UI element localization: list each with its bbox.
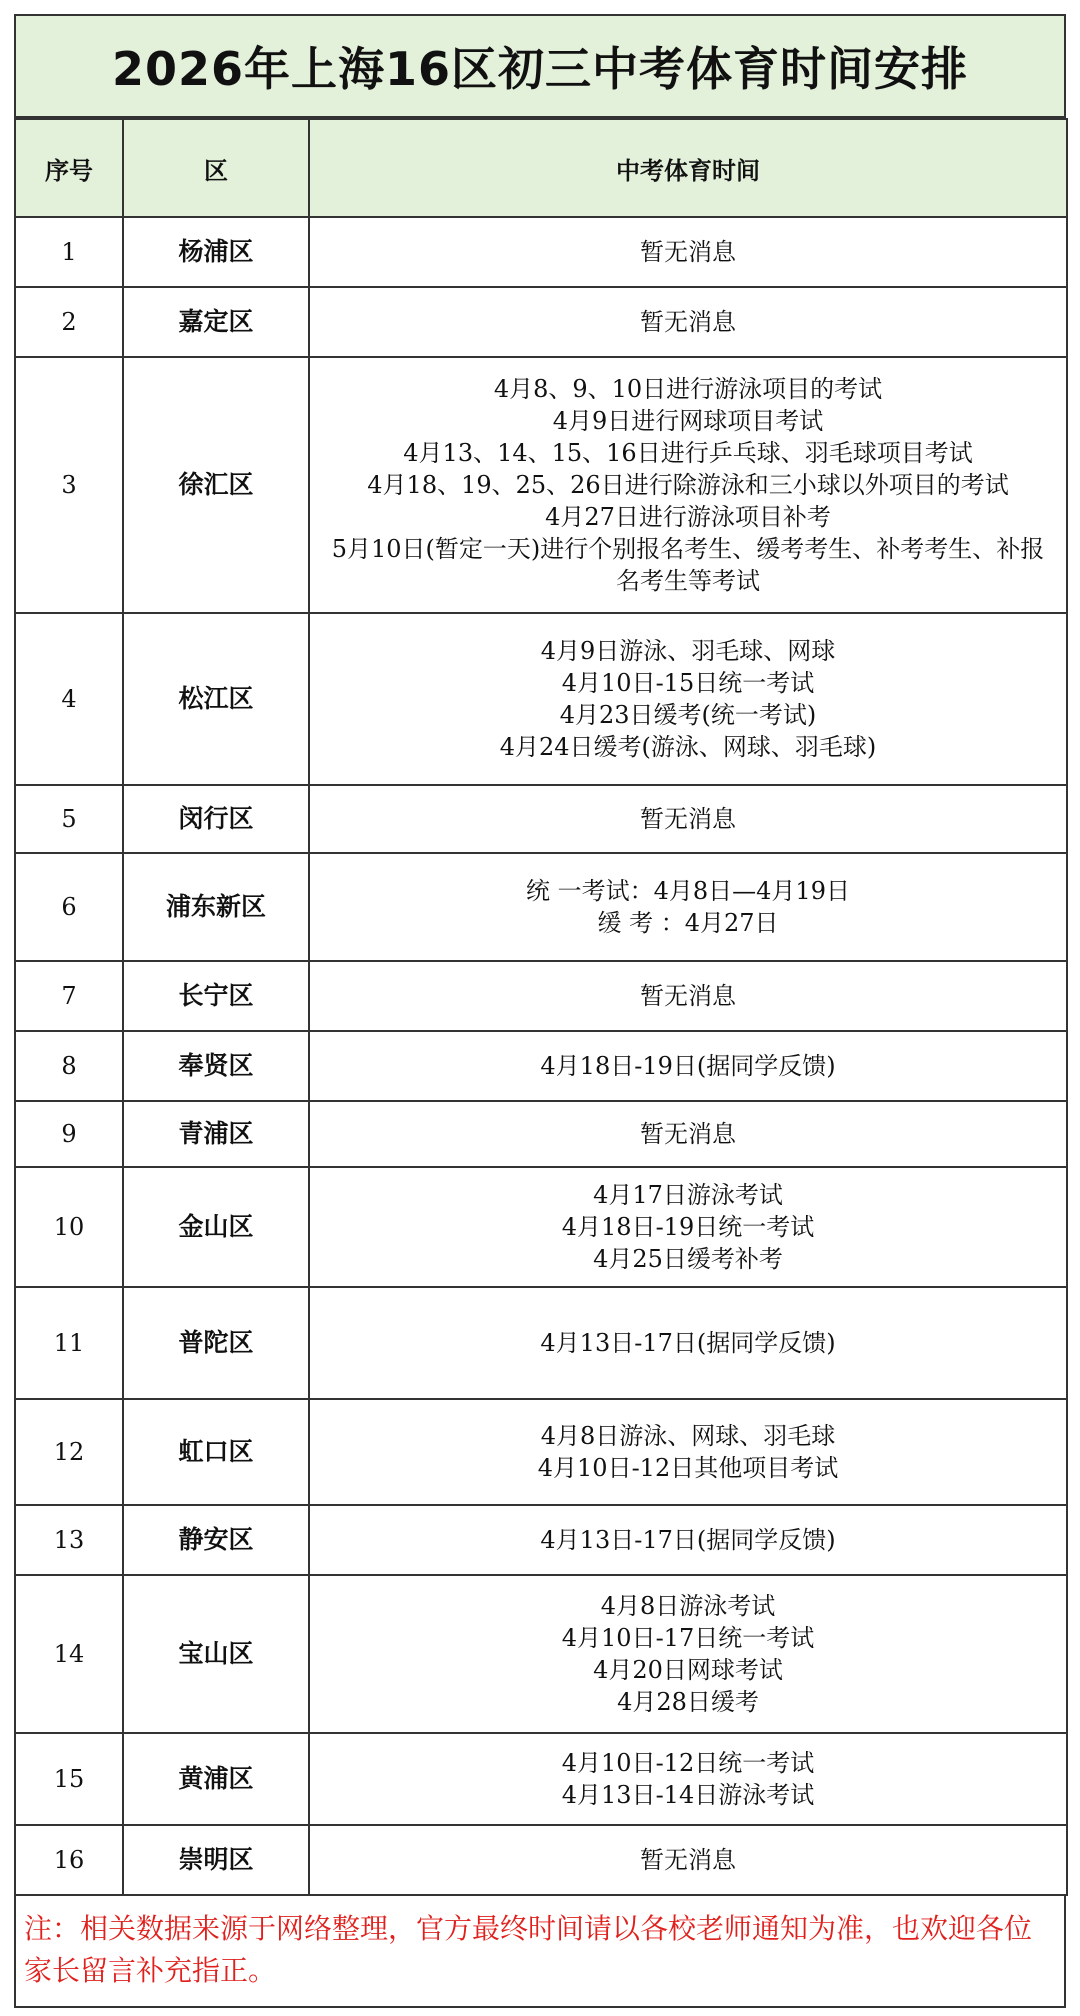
- table-row: [15, 1287, 1067, 1399]
- row-number: 14: [15, 1575, 123, 1733]
- row-district: 青浦区: [123, 1101, 309, 1167]
- row-exam-time: [309, 287, 1067, 357]
- exam-time-line: 4月17日游泳考试: [593, 1181, 783, 1209]
- row-number: 3: [15, 357, 123, 613]
- exam-time-line: 暂无消息: [640, 308, 736, 336]
- row-exam-time: [309, 613, 1067, 785]
- row-district: 杨浦区: [123, 217, 309, 287]
- table-row: [15, 961, 1067, 1031]
- row-number: 7: [15, 961, 123, 1031]
- table-row: [15, 1031, 1067, 1101]
- table-row: [15, 287, 1067, 357]
- row-number: 5: [15, 785, 123, 853]
- exam-time-line: 暂无消息: [640, 1846, 736, 1874]
- row-number: 9: [15, 1101, 123, 1167]
- exam-time-line: 暂无消息: [640, 982, 736, 1010]
- header-district: 区: [123, 119, 309, 217]
- table-row: [15, 1825, 1067, 1895]
- schedule-document: [14, 14, 1066, 2008]
- table-row: [15, 1167, 1067, 1287]
- row-exam-time: [309, 217, 1067, 287]
- row-number: 15: [15, 1733, 123, 1825]
- exam-time-line: 4月13日-17日(据同学反馈): [540, 1526, 836, 1554]
- row-exam-time: [309, 1101, 1067, 1167]
- table-row: [15, 1505, 1067, 1575]
- row-exam-time: [309, 1733, 1067, 1825]
- table-body: [15, 217, 1067, 1895]
- table-header-row: [15, 119, 1067, 217]
- row-district: 宝山区: [123, 1575, 309, 1733]
- page-title: 2026年上海16区初三中考体育时间安排: [14, 14, 1066, 118]
- row-exam-time: [309, 1399, 1067, 1505]
- row-number: 4: [15, 613, 123, 785]
- table-row: [15, 1575, 1067, 1733]
- row-district: 崇明区: [123, 1825, 309, 1895]
- exam-time-line: 4月23日缓考(统一考试): [559, 701, 817, 729]
- table-row: [15, 853, 1067, 961]
- row-exam-time: [309, 1031, 1067, 1101]
- row-district: 浦东新区: [123, 853, 309, 961]
- table-row: [15, 785, 1067, 853]
- exam-time-line: 4月9日进行网球项目考试: [552, 407, 824, 435]
- exam-time-line: 4月10日-15日统一考试: [561, 669, 815, 697]
- row-exam-time: [309, 1505, 1067, 1575]
- row-district: 嘉定区: [123, 287, 309, 357]
- exam-time-line: 4月27日进行游泳项目补考: [545, 503, 831, 531]
- row-exam-time: [309, 1575, 1067, 1733]
- header-no: 序号: [15, 119, 123, 217]
- exam-time-line: 4月18、19、25、26日进行除游泳和三小球以外项目的考试: [367, 471, 1009, 499]
- exam-time-line: 4月13、14、15、16日进行乒乓球、羽毛球项目考试: [403, 439, 973, 467]
- exam-time-line: 4月24日缓考(游泳、网球、羽毛球): [499, 733, 877, 761]
- exam-time-line: 4月20日网球考试: [593, 1656, 783, 1684]
- row-number: 6: [15, 853, 123, 961]
- exam-time-line: 4月8、9、10日进行游泳项目的考试: [493, 375, 883, 403]
- exam-time-line: 4月13日-14日游泳考试: [561, 1781, 815, 1809]
- exam-time-line: 暂无消息: [640, 238, 736, 266]
- header-time: 中考体育时间: [309, 119, 1067, 217]
- row-exam-time: [309, 357, 1067, 613]
- row-exam-time: [309, 1287, 1067, 1399]
- exam-time-line: 4月8日游泳考试: [600, 1592, 776, 1620]
- exam-time-line: 4月9日游泳、羽毛球、网球: [540, 637, 836, 665]
- table-row: [15, 1733, 1067, 1825]
- table-row: [15, 217, 1067, 287]
- exam-time-line: 4月13日-17日(据同学反馈): [540, 1329, 836, 1357]
- row-exam-time: [309, 1167, 1067, 1287]
- row-exam-time: [309, 785, 1067, 853]
- row-district: 徐汇区: [123, 357, 309, 613]
- row-number: 16: [15, 1825, 123, 1895]
- row-number: 8: [15, 1031, 123, 1101]
- table-row: [15, 1101, 1067, 1167]
- table-row: [15, 357, 1067, 613]
- row-number: 13: [15, 1505, 123, 1575]
- row-exam-time: [309, 853, 1067, 961]
- exam-time-line: 4月18日-19日统一考试: [561, 1213, 815, 1241]
- row-district: 虹口区: [123, 1399, 309, 1505]
- row-district: 黄浦区: [123, 1733, 309, 1825]
- row-district: 长宁区: [123, 961, 309, 1031]
- exam-time-line: 缓 考 ：4月27日: [597, 909, 779, 937]
- exam-time-line: 统 一考试：4月8日—4月19日: [526, 877, 850, 905]
- footnote: 注：相关数据来源于网络整理，官方最终时间请以各校老师通知为准，也欢迎各位家长留言补充指正。: [14, 1896, 1066, 2008]
- exam-time-line: 4月25日缓考补考: [593, 1245, 783, 1273]
- exam-time-line: 4月10日-17日统一考试: [561, 1624, 815, 1652]
- exam-time-line: 4月10日-12日统一考试: [561, 1749, 815, 1777]
- row-district: 奉贤区: [123, 1031, 309, 1101]
- row-number: 1: [15, 217, 123, 287]
- row-district: 普陀区: [123, 1287, 309, 1399]
- exam-time-line: 暂无消息: [640, 805, 736, 833]
- row-number: 2: [15, 287, 123, 357]
- schedule-table: [14, 118, 1068, 1896]
- exam-time-line: 5月10日(暂定一天)进行个别报名考生、缓考考生、补考考生、补报名考生等考试: [331, 535, 1045, 595]
- row-number: 12: [15, 1399, 123, 1505]
- row-exam-time: [309, 961, 1067, 1031]
- exam-time-line: 4月28日缓考: [617, 1688, 759, 1716]
- row-district: 闵行区: [123, 785, 309, 853]
- row-number: 11: [15, 1287, 123, 1399]
- row-exam-time: [309, 1825, 1067, 1895]
- exam-time-line: 暂无消息: [640, 1120, 736, 1148]
- row-district: 金山区: [123, 1167, 309, 1287]
- table-row: [15, 613, 1067, 785]
- row-district: 松江区: [123, 613, 309, 785]
- table-row: [15, 1399, 1067, 1505]
- exam-time-line: 4月10日-12日其他项目考试: [537, 1454, 839, 1482]
- row-number: 10: [15, 1167, 123, 1287]
- exam-time-line: 4月18日-19日(据同学反馈): [540, 1052, 836, 1080]
- exam-time-line: 4月8日游泳、网球、羽毛球: [540, 1422, 836, 1450]
- row-district: 静安区: [123, 1505, 309, 1575]
